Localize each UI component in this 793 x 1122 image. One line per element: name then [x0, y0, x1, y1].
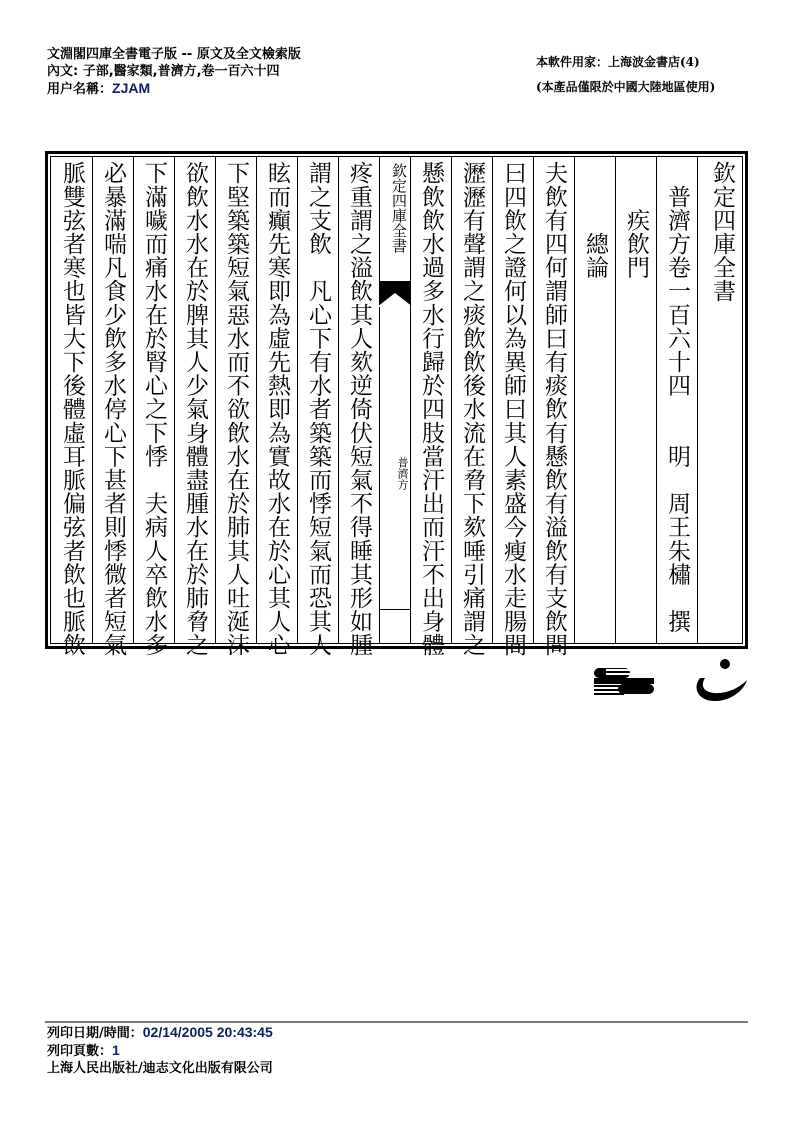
print-date-value: 02/14/2005 20:43:45 — [142, 1024, 273, 1040]
region-notice: (本產品僅限於中國大陸地區使用) — [536, 80, 716, 94]
username-row — [47, 80, 301, 98]
text-column-14: 下滿噦而痛水在於腎心之下悸 夫病人卒飲水多 — [133, 157, 174, 643]
licensee: 本軟件用家：上海波金書店(4) — [536, 55, 700, 69]
publisher-credit: 上海人民出版社/迪志文化出版有限公司 — [47, 1061, 273, 1076]
header-left — [47, 46, 301, 98]
print-date-label: 列印日期/時間： — [47, 1026, 143, 1041]
text-column-9: 疼重謂之溢飲其人欬逆倚伏短氣不得睡其形如腫 — [338, 157, 379, 643]
banxin-center-fold — [379, 157, 410, 643]
print-pages-value: 1 — [112, 1042, 120, 1058]
text-column-2: 普濟方卷一百六十四 明 周王朱橚 撰 — [656, 157, 697, 643]
text-column-5: 夫飲有四何謂師曰有痰飲有懸飲有溢飲有支飲問 — [533, 157, 574, 643]
text-column-10: 謂之支飲 凡心下有水者築築而悸短氣而恐其人 — [297, 157, 338, 643]
fishtail-mark-icon — [380, 281, 410, 307]
text-column-7: 瀝瀝有聲謂之痰飲飲後水流在脅下欬唾引痛謂之 — [451, 157, 492, 643]
print-pages-row — [47, 1042, 273, 1060]
publisher-logo-icon — [592, 656, 747, 706]
header-right — [536, 50, 715, 100]
footer — [47, 1024, 273, 1077]
text-column-4: 總論 — [574, 157, 615, 643]
footer-divider — [45, 1021, 748, 1023]
banxin-rule — [380, 609, 410, 610]
text-column-13: 欲飲水水在於脾其人少氣身體盡腫水在於肺脅之 — [174, 157, 215, 643]
username-label: 用户名稱： — [47, 82, 113, 97]
text-column-11: 眩而癲先寒即為虛先熱即為實故水在於心其人心 — [256, 157, 297, 643]
username-value: ZJAM — [112, 80, 151, 96]
content-path — [47, 63, 301, 80]
print-date-row — [47, 1024, 273, 1042]
publisher-logo — [592, 656, 747, 706]
banxin-subtitle: 普濟方 — [396, 457, 409, 490]
page-frame-inner — [50, 156, 743, 657]
text-column-8: 懸飲飲水過多水行歸於四肢當汗出而汗不出身體 — [410, 157, 451, 643]
product-title: 文淵閣四庫全書電子版 -- 原文及全文檢索版 — [47, 47, 301, 62]
content-label: 內文: — [47, 64, 79, 79]
banxin-title: 欽定四庫全書 — [390, 163, 408, 253]
page-frame — [45, 151, 748, 657]
print-pages-label: 列印頁數： — [47, 1044, 113, 1059]
text-column-6: 曰四飲之證何以為異師曰其人素盛今瘦水走腸間 — [492, 157, 533, 643]
content-value: 子部,醫家類,普濟方,卷一百六十四 — [82, 64, 280, 79]
text-column-15: 必暴滿喘凡食少飲多水停心下甚者則悸微者短氣 — [92, 157, 133, 643]
text-column-3: 疾飲門 — [615, 157, 656, 643]
text-column-16: 脈雙弦者寒也皆大下後體虛耳脈偏弦者飲也脈飲 — [59, 161, 85, 657]
text-column-12: 下堅築築短氣惡水而不欲飲水在於肺其人吐涎沫 — [215, 157, 256, 643]
text-column-1: 欽定四庫全書 — [697, 157, 742, 643]
